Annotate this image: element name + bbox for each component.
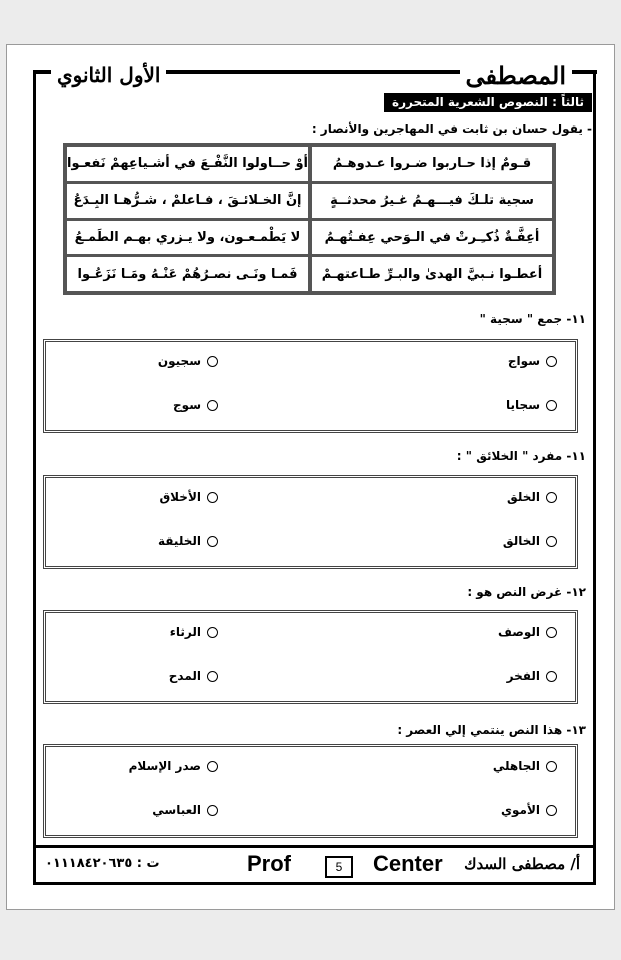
radio-icon[interactable] <box>546 356 557 367</box>
footer-center: Center <box>373 851 443 876</box>
question-1-title: ١١- جمع " سجية " <box>479 312 586 326</box>
question-1-option-1[interactable]: سواج <box>508 354 557 368</box>
radio-icon[interactable] <box>207 671 218 682</box>
verse-left-2: إنَّ الخـلائـقَ ، فـاعلمْ ، شـرُّهـا البِـدَعُ <box>67 184 308 218</box>
footer-phone: ت : ٠١١١٨٤٢٠٦٣٥ <box>45 856 160 871</box>
verse-left-4: فَمـا ونَـى نصـرُهُمْ عَنْـهُ ومَـا نَزَعُـوا <box>67 257 308 291</box>
radio-icon[interactable] <box>546 536 557 547</box>
question-3-title: ١٢- غرض النص هو : <box>467 585 586 599</box>
radio-icon[interactable] <box>546 400 557 411</box>
question-4-option-1[interactable]: الجاهلي <box>493 759 557 773</box>
poem-right-column <box>312 147 552 291</box>
question-3-option-3[interactable]: الفخر <box>507 669 557 683</box>
question-3-option-2[interactable]: الرثاء <box>170 625 218 639</box>
radio-icon[interactable] <box>546 671 557 682</box>
question-2-option-2[interactable]: الأخلاق <box>159 490 218 504</box>
question-2-option-1[interactable]: الخلق <box>507 490 557 504</box>
question-1-option-2[interactable]: سجيون <box>158 354 218 368</box>
question-4-option-2[interactable]: صدر الإسلام <box>129 759 218 773</box>
radio-icon[interactable] <box>546 805 557 816</box>
question-4-option-3[interactable]: الأموي <box>501 803 557 817</box>
radio-icon[interactable] <box>207 627 218 638</box>
poem-left-column <box>67 147 308 291</box>
verse-right-3: أعِفَّـةٌ ذُكـِـرتْ في الـوَحي عِفـتُهـمُ <box>312 221 552 255</box>
question-1-option-3[interactable]: سجايا <box>506 398 557 412</box>
radio-icon[interactable] <box>207 536 218 547</box>
radio-icon[interactable] <box>207 761 218 772</box>
question-4-title: ١٣- هذا النص ينتمي إلي العصر : <box>397 723 586 737</box>
radio-icon[interactable] <box>546 627 557 638</box>
verse-right-4: أعطـوا نـبيَّ الهدىٰ والبـرِّ طـاعتهـمْ <box>312 257 552 291</box>
brand-title: المصطفى <box>460 61 573 90</box>
question-2-option-3[interactable]: الخالق <box>503 534 557 548</box>
verse-left-3: لا يَطْمـعـون، ولا يـزري بهـم الطَمـعُ <box>67 221 308 255</box>
question-2-option-4[interactable]: الخليقة <box>158 534 218 548</box>
question-2-options <box>43 475 578 569</box>
radio-icon[interactable] <box>546 492 557 503</box>
footer <box>37 851 590 879</box>
poem-table <box>63 143 556 295</box>
question-1-option-4[interactable]: سوج <box>173 398 218 412</box>
verse-left-1: أوْ حــاولوا النَّفْـعَ في أشـياعِهمْ نَفعـوا <box>67 147 308 181</box>
question-2-title: ١١- مفرد " الخلائق " : <box>456 449 586 463</box>
footer-teacher: أ/ مصطفى السدك <box>464 855 580 873</box>
poem-intro: - يقول حسان بن ثابت في المهاجرين والأنصار : <box>311 122 592 136</box>
section-label: ثالثاً : النصوص الشعرية المتحررة <box>384 93 592 112</box>
question-3-option-1[interactable]: الوصف <box>498 625 557 639</box>
page-number: 5 <box>325 856 353 878</box>
radio-icon[interactable] <box>207 492 218 503</box>
question-3-option-4[interactable]: المدح <box>169 669 218 683</box>
question-4-options <box>43 744 578 838</box>
radio-icon[interactable] <box>546 761 557 772</box>
footer-rule <box>33 845 596 848</box>
verse-right-2: سجية تلـكَ فيـــهـمُ غـيرُ محدثــةٍ <box>312 184 552 218</box>
question-3-options <box>43 610 578 704</box>
radio-icon[interactable] <box>207 400 218 411</box>
verse-right-1: قـومٌ إذا حـاربوا ضـروا عـدوهـمُ <box>312 147 552 181</box>
worksheet-page <box>6 44 615 910</box>
question-4-option-4[interactable]: العباسي <box>152 803 218 817</box>
radio-icon[interactable] <box>207 356 218 367</box>
question-1-options <box>43 339 578 433</box>
radio-icon[interactable] <box>207 805 218 816</box>
footer-prof: Prof <box>247 851 291 876</box>
grade-title: الأول الثانوي <box>51 63 166 87</box>
